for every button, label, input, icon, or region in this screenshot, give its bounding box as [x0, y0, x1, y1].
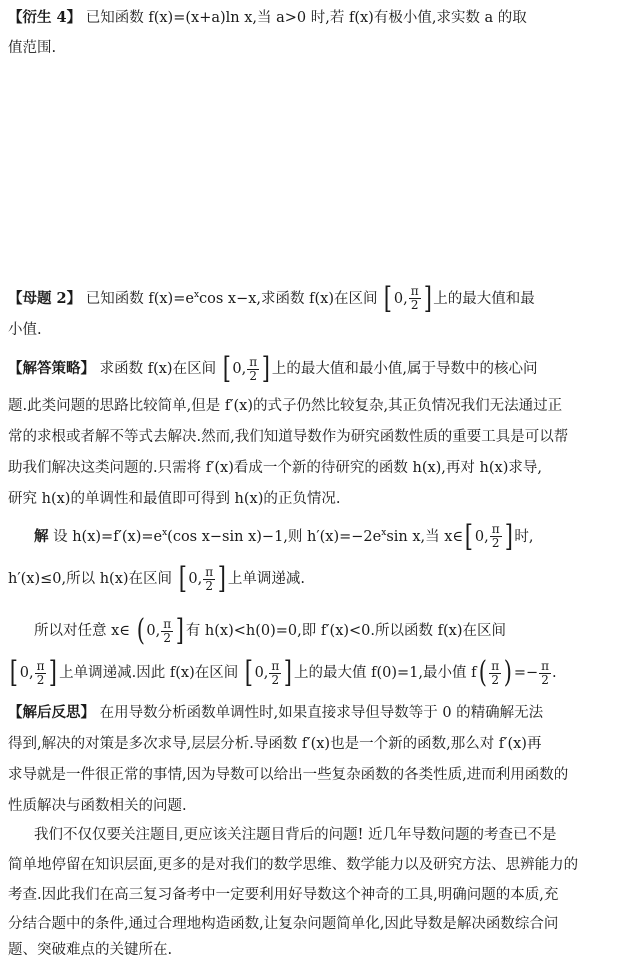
- solution-line-1: [34, 516, 640, 554]
- derive4-line-2: [8, 36, 640, 60]
- reflection-line-3: [8, 763, 640, 787]
- closing-line-1: [34, 823, 640, 847]
- closing-line-3: [8, 883, 640, 907]
- closing-text-2: 简单地停留在知识层面,更多的是对我们的数学思维、数学能力以及研究方法、思辨能力的: [8, 857, 579, 873]
- interval-bracket-right: ]: [49, 655, 58, 690]
- paren-left: (: [478, 655, 487, 690]
- pi-over-2: $\frac{\pi}{2}$: [410, 284, 419, 313]
- closing-text-4: 分结合题中的条件,通过合理地构造函数,让复杂问题简单化,因此导数是解决函数综合问: [8, 916, 559, 932]
- interval-bracket-right: ]: [423, 280, 432, 316]
- solution-text-1c: sin x,当 x∈: [386, 528, 464, 545]
- derive4-line-1: [8, 6, 640, 30]
- solution-text-1d: 时,: [514, 528, 534, 545]
- derive4-text-1: 已知函数 f(x)=(x+a)ln x,当 a>0 时,若 f(x)有极小值,求实数 a 的取: [85, 10, 527, 26]
- interval-bracket-right: ]: [175, 613, 185, 648]
- closing-line-5: [8, 938, 640, 962]
- closing-text-1: 我们不仅仅要关注题目,更应该关注题目背后的问题! 近几年导数问题的考查已不是: [34, 827, 557, 843]
- mother2-text-1a: 已知函数 f(x)=e: [85, 290, 194, 307]
- interval-start: 0,: [232, 361, 247, 377]
- pi-over-2: $\frac{\pi}{2}$: [163, 616, 172, 645]
- solution-text-3a: 所以对任意 x∈: [34, 623, 131, 639]
- solution-text-4d: .: [552, 665, 557, 681]
- interval-start: 0,: [254, 665, 269, 681]
- solution-text-4a: 上单调递减.因此 f(x)在区间: [59, 665, 239, 681]
- mother2-text-1b: cos x−x,求函数 f(x)在区间: [199, 290, 378, 307]
- interval-bracket-right: ]: [504, 518, 513, 554]
- interval-paren-left: (: [136, 613, 145, 648]
- interval-bracket-right: ]: [284, 655, 293, 690]
- reflection-line-4: [8, 794, 640, 818]
- mother2-exp: x: [193, 290, 200, 300]
- reflection-text-4: 性质解决与函数相关的问题.: [8, 798, 187, 814]
- closing-line-2: [8, 853, 640, 877]
- interval-bracket-left: [: [178, 561, 187, 596]
- reflection-label: 【解后反思】: [8, 704, 95, 721]
- solution-text-1a: 设 h(x)=f′(x)=e: [53, 528, 163, 545]
- strategy-text-5: 研究 h(x)的单调性和最值即可得到 h(x)的正负情况.: [8, 491, 341, 507]
- interval-start: 0,: [188, 571, 203, 587]
- closing-line-4: [8, 912, 640, 936]
- solution-exp-1: x: [162, 528, 168, 538]
- interval-bracket-left: [: [244, 655, 253, 690]
- interval-bracket-right: ]: [261, 351, 271, 386]
- strategy-line-5: [8, 487, 640, 511]
- strategy-text-1a: 求函数 f(x)在区间: [99, 361, 217, 377]
- strategy-text-2: 题.此类问题的思路比较简单,但是 f′(x)的式子仍然比较复杂,其正负情况我们无法通过正: [8, 398, 563, 414]
- strategy-text-1b: 上的最大值和最小值,属于导数中的核心问: [271, 361, 538, 377]
- interval-bracket-left: [: [464, 518, 474, 554]
- reflection-line-1: [8, 701, 640, 725]
- strategy-line-2: [8, 394, 640, 418]
- solution-text-2b: 上单调递减.: [227, 571, 305, 587]
- paren-right: ): [503, 655, 513, 690]
- strategy-line-3: [8, 425, 640, 449]
- solution-line-2: [8, 562, 640, 596]
- closing-text-5: 题、突破难点的关键所在.: [8, 942, 173, 958]
- reflection-text-3: 求导就是一件很正常的事情,因为导数可以给出一些复杂函数的各类性质,进而利用函数的: [8, 767, 569, 783]
- strategy-line-1: [8, 352, 640, 386]
- interval-bracket-left: [: [222, 351, 231, 386]
- reflection-text-1: 在用导数分析函数单调性时,如果直接求导但导数等于 0 的精确解无法: [99, 705, 544, 721]
- solution-line-4: [8, 656, 640, 690]
- interval-bracket-left: [: [383, 280, 393, 316]
- derive4-text-2: 值范围.: [8, 40, 57, 56]
- pi-over-2: $\frac{\pi}{2}$: [271, 658, 280, 687]
- strategy-line-4: [8, 456, 640, 480]
- interval-start: 0,: [474, 528, 489, 545]
- closing-text-3: 考查.因此我们在高三复习备考中一定要利用好导数这个神奇的工具,明确问题的本质,充: [8, 887, 559, 903]
- reflection-text-2: 得到,解决的对策是多次求导,层层分析.导函数 f′(x)也是一个新的函数,那么对 f′(x)再: [8, 736, 542, 752]
- strategy-text-3: 常的求根或者解不等式去解决.然而,我们知道导数作为研究函数性质的重要工具是可以帮: [8, 429, 569, 445]
- reflection-line-2: [8, 732, 640, 756]
- pi-over-2: $\frac{\pi}{2}$: [36, 658, 45, 687]
- interval-bracket-left: [: [9, 655, 18, 690]
- solution-text-3b: 有 h(x)<h(0)=0,即 f′(x)<0.所以函数 f(x)在区间: [185, 623, 506, 639]
- interval-start: 0,: [19, 665, 34, 681]
- solution-text-4c: =−: [513, 665, 539, 681]
- derive4-label: 【衍生 4】: [8, 9, 82, 26]
- solution-label: 解: [34, 527, 49, 545]
- pi-over-2: $\frac{\pi}{2}$: [541, 658, 550, 687]
- pi-over-2: $\frac{\pi}{2}$: [205, 564, 214, 593]
- strategy-label: 【解答策略】: [8, 360, 95, 377]
- solution-line-3: [34, 614, 640, 648]
- mother2-label: 【母题 2】: [8, 289, 82, 307]
- pi-over-2: $\frac{\pi}{2}$: [249, 354, 258, 383]
- interval-start: 0,: [146, 623, 161, 639]
- pi-over-2: $\frac{\pi}{2}$: [491, 522, 500, 551]
- mother2-line-2: [8, 318, 640, 342]
- mother2-line-1: [8, 278, 640, 316]
- mother2-text-1c: 上的最大值和最: [433, 290, 535, 307]
- interval-start: 0,: [393, 290, 408, 307]
- solution-exp-2: x: [381, 528, 387, 538]
- strategy-text-4: 助我们解决这类问题的.只需将 f′(x)看成一个新的待研究的函数 h(x),再对 h(x)求导,: [8, 460, 542, 476]
- solution-text-1b: (cos x−sin x)−1,则 h′(x)=−2e: [167, 528, 382, 545]
- mother2-text-2: 小值.: [8, 322, 42, 338]
- solution-text-2a: h′(x)≤0,所以 h(x)在区间: [8, 571, 173, 587]
- pi-over-2: $\frac{\pi}{2}$: [491, 658, 500, 687]
- solution-text-4b: 上的最大值 f(0)=1,最小值 f: [294, 665, 477, 681]
- interval-bracket-right: ]: [217, 561, 227, 596]
